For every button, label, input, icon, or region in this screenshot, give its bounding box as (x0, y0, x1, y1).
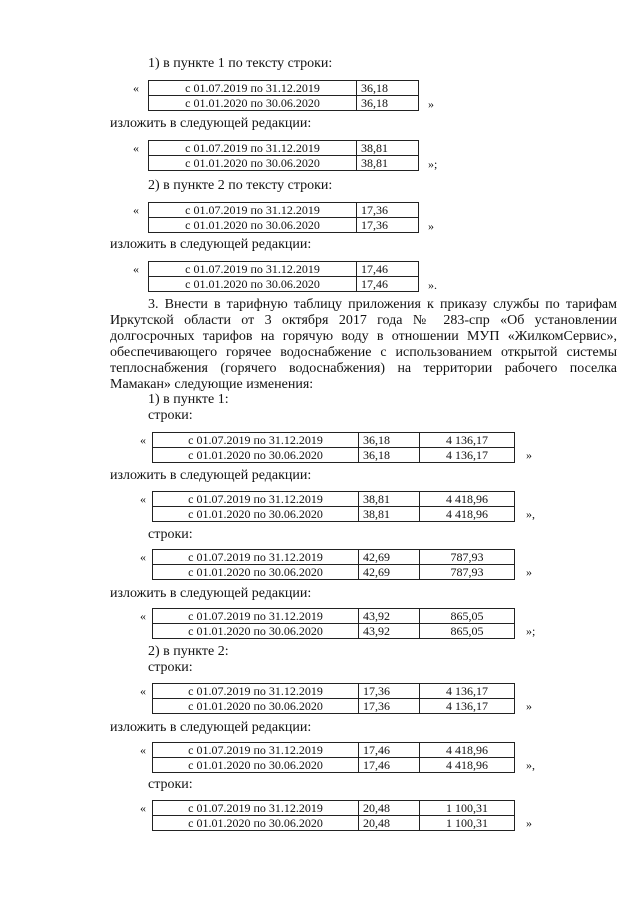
text-line: изложить в следующей редакции: (110, 468, 312, 483)
tariff-table (152, 742, 515, 773)
period-cell: с 01.07.2019 по 31.12.2019 (153, 743, 359, 758)
period-cell: с 01.01.2020 по 30.06.2020 (153, 758, 359, 773)
value-cell: 43,92 (359, 609, 420, 624)
value-cell: 38,81 (357, 156, 419, 171)
text-line: 2) в пункте 2: (148, 644, 229, 659)
value-cell: 38,81 (359, 507, 420, 522)
open-quote: « (140, 743, 146, 757)
period-cell: с 01.01.2020 по 30.06.2020 (153, 816, 359, 831)
text-line: изложить в следующей редакции: (110, 237, 312, 252)
paragraph-line: Иркутской области от 3 октября 2017 года № 283-спр «Об установлении (110, 313, 617, 328)
table-row (153, 816, 515, 831)
paragraph-line: Мамакан» следующие изменения: (110, 377, 314, 392)
period-cell: с 01.01.2020 по 30.06.2020 (149, 277, 357, 292)
table-row (149, 96, 419, 111)
value-cell: 17,36 (357, 218, 419, 233)
table-row (153, 507, 515, 522)
tariff-table (152, 491, 515, 522)
table-row (153, 609, 515, 624)
value-cell: 36,18 (359, 433, 420, 448)
open-quote: « (140, 801, 146, 815)
value-cell: 36,18 (359, 448, 420, 463)
period-cell: с 01.07.2019 по 31.12.2019 (153, 609, 359, 624)
table-row (149, 81, 419, 96)
table-row (149, 156, 419, 171)
value-cell: 4 418,96 (420, 507, 515, 522)
table-row (153, 699, 515, 714)
text-line: строки: (148, 660, 193, 675)
table-row (153, 448, 515, 463)
value-cell: 20,48 (359, 816, 420, 831)
value-cell: 17,46 (359, 743, 420, 758)
value-cell: 38,81 (359, 492, 420, 507)
value-cell: 4 136,17 (420, 699, 515, 714)
value-cell: 43,92 (359, 624, 420, 639)
text-line: строки: (148, 527, 193, 542)
open-quote: « (140, 684, 146, 698)
open-quote: « (140, 492, 146, 506)
value-cell: 787,93 (420, 565, 515, 580)
period-cell: с 01.01.2020 по 30.06.2020 (149, 96, 357, 111)
table-row (153, 433, 515, 448)
value-cell: 17,46 (357, 262, 419, 277)
value-cell: 4 136,17 (420, 448, 515, 463)
table-row (149, 203, 419, 218)
text-line: изложить в следующей редакции: (110, 116, 312, 131)
value-cell: 36,18 (357, 96, 419, 111)
table-row (153, 550, 515, 565)
period-cell: с 01.07.2019 по 31.12.2019 (153, 433, 359, 448)
period-cell: с 01.07.2019 по 31.12.2019 (149, 203, 357, 218)
close-quote: », (526, 758, 535, 772)
value-cell: 42,69 (359, 550, 420, 565)
value-cell: 42,69 (359, 565, 420, 580)
tariff-table (152, 800, 515, 831)
close-quote: », (526, 507, 535, 521)
table-row (153, 565, 515, 580)
text-line: строки: (148, 408, 193, 423)
table-row (153, 492, 515, 507)
paragraph (110, 297, 617, 393)
table-row (153, 743, 515, 758)
open-quote: « (140, 433, 146, 447)
close-quote: » (428, 97, 434, 111)
value-cell: 4 136,17 (420, 433, 515, 448)
table-row (149, 218, 419, 233)
value-cell: 1 100,31 (420, 801, 515, 816)
value-cell: 17,36 (359, 684, 420, 699)
close-quote: » (526, 699, 532, 713)
open-quote: « (133, 141, 139, 155)
value-cell: 4 418,96 (420, 743, 515, 758)
period-cell: с 01.07.2019 по 31.12.2019 (153, 684, 359, 699)
text-line: 2) в пункте 2 по тексту строки: (148, 178, 333, 193)
value-cell: 4 418,96 (420, 492, 515, 507)
close-quote: »; (428, 157, 438, 171)
period-cell: с 01.01.2020 по 30.06.2020 (153, 624, 359, 639)
value-cell: 787,93 (420, 550, 515, 565)
value-cell: 1 100,31 (420, 816, 515, 831)
text-line: 1) в пункте 1 по тексту строки: (148, 56, 333, 71)
tariff-table (152, 549, 515, 580)
table-row (153, 624, 515, 639)
value-cell: 17,46 (357, 277, 419, 292)
period-cell: с 01.01.2020 по 30.06.2020 (153, 507, 359, 522)
tariff-table (152, 608, 515, 639)
period-cell: с 01.01.2020 по 30.06.2020 (149, 218, 357, 233)
text-line: 1) в пункте 1: (148, 392, 229, 407)
close-quote: »; (526, 624, 536, 638)
table-row (153, 801, 515, 816)
paragraph-line: долгосрочных тарифов на горячую воду в отношении МУП «ЖилкомСервис», (110, 329, 617, 344)
table-row (149, 262, 419, 277)
text-line: изложить в следующей редакции: (110, 720, 312, 735)
table-row (153, 758, 515, 773)
close-quote: ». (428, 278, 437, 292)
period-cell: с 01.01.2020 по 30.06.2020 (149, 156, 357, 171)
period-cell: с 01.07.2019 по 31.12.2019 (149, 141, 357, 156)
period-cell: с 01.01.2020 по 30.06.2020 (153, 699, 359, 714)
tariff-table (148, 80, 419, 111)
period-cell: с 01.07.2019 по 31.12.2019 (153, 492, 359, 507)
tariff-table (148, 261, 419, 292)
value-cell: 4 136,17 (420, 684, 515, 699)
tariff-table (152, 432, 515, 463)
value-cell: 865,05 (420, 624, 515, 639)
value-cell: 17,36 (359, 699, 420, 714)
open-quote: « (133, 203, 139, 217)
text-line: изложить в следующей редакции: (110, 586, 312, 601)
paragraph-line: теплоснабжения (горячего водоснабжения) на территории рабочего поселка (110, 361, 617, 376)
period-cell: с 01.01.2020 по 30.06.2020 (153, 565, 359, 580)
table-row (149, 141, 419, 156)
value-cell: 17,36 (357, 203, 419, 218)
value-cell: 36,18 (357, 81, 419, 96)
close-quote: » (526, 448, 532, 462)
tariff-table (148, 140, 419, 171)
open-quote: « (133, 262, 139, 276)
close-quote: » (526, 565, 532, 579)
paragraph-line: 3. Внести в тарифную таблицу приложения к приказу службы по тарифам (148, 297, 617, 312)
value-cell: 865,05 (420, 609, 515, 624)
value-cell: 38,81 (357, 141, 419, 156)
table-row (149, 277, 419, 292)
open-quote: « (133, 81, 139, 95)
period-cell: с 01.01.2020 по 30.06.2020 (153, 448, 359, 463)
close-quote: » (526, 816, 532, 830)
tariff-table (148, 202, 419, 233)
period-cell: с 01.07.2019 по 31.12.2019 (149, 81, 357, 96)
tariff-table (152, 683, 515, 714)
period-cell: с 01.07.2019 по 31.12.2019 (153, 550, 359, 565)
value-cell: 20,48 (359, 801, 420, 816)
open-quote: « (140, 609, 146, 623)
table-row (153, 684, 515, 699)
period-cell: с 01.07.2019 по 31.12.2019 (153, 801, 359, 816)
value-cell: 4 418,96 (420, 758, 515, 773)
value-cell: 17,46 (359, 758, 420, 773)
close-quote: » (428, 219, 434, 233)
paragraph-line: обеспечивающего горячее водоснабжение с использованием открытой системы (110, 345, 617, 360)
text-line: строки: (148, 777, 193, 792)
open-quote: « (140, 550, 146, 564)
period-cell: с 01.07.2019 по 31.12.2019 (149, 262, 357, 277)
